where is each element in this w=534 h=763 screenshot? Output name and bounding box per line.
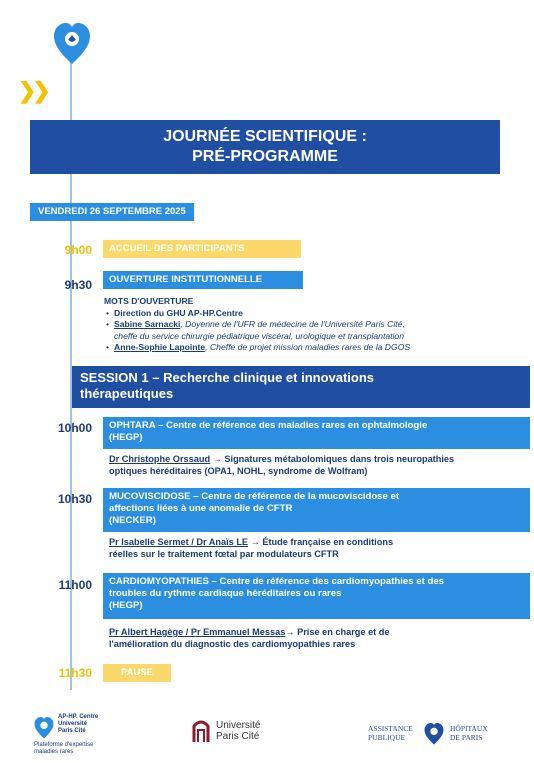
session-banner [72,366,530,408]
center-line: OPHTARA – Centre de référence des maladies rares en ophtalmologie [109,420,428,431]
mots-role: , Doyenne de l'UFR de médecine de l'Université Paris Cité, [180,319,405,329]
mots-name: Anne-Sophie Lapointe [114,342,206,352]
center-mucoviscidose [103,488,530,532]
accueil-tag: ACCUEIL DES PARTICIPANTS [103,240,301,258]
center-line: troubles du rythme cardiaque héréditaires ou rares [109,588,342,599]
talk-title: réelles sur le traitement fœtal par modulateurs CFTR [109,549,339,559]
ap-text: PUBLIQUE [368,733,406,742]
time-9h30: 9h30 [64,278,92,292]
aphp-text: maladies rares [34,749,74,755]
mots-role: , Cheffe de projet mission maladies rares de la DGOS [205,342,411,352]
talk-title: optiques héréditaires (OPA1, NOHL, syndrome de Wolfram) [109,466,368,476]
center-line: (HEGP) [109,432,143,443]
mots-item [114,308,524,320]
aphp-text: Paris Cité [58,728,86,734]
center-line: MUCOVISCIDOSE – Centre de référence de la mucoviscidose et [109,491,400,502]
center-line: CARDIOMYOPATHIES – Centre de référence des cardiomyopathies et des [109,576,444,587]
mots-name: Sabine Sarnacki [114,319,181,329]
talk-speaker: Pr Isabelle Sermet / Dr Anaïs LE [109,537,249,547]
mots-item [114,331,524,343]
pause-tag: PAUSE [103,664,171,682]
talk-title: → Étude française en conditions [248,537,394,547]
mots-item [114,342,524,354]
time-11h00: 11h00 [58,578,92,592]
session-line-2: thérapeutiques [80,386,174,401]
ouverture-tag: OUVERTURE INSTITUTIONNELLE [103,271,303,289]
aphp-text: AP-HP. Centre [58,714,99,720]
talk-speaker: Pr Albert Hagège / Pr Emmanuel Messas [109,627,286,637]
center-line: (NECKER) [109,515,156,526]
center-cardiomyopathies [103,573,530,619]
mots-ouverture [104,296,524,354]
date-badge: VENDREDI 26 SEPTEMBRE 2025 [30,203,194,221]
upc-text: Paris Cité [216,731,260,742]
talk-title: → Prise en charge et de [285,627,390,637]
time-10h30: 10h30 [57,492,92,506]
talk-2 [109,536,393,560]
mots-title: MOTS D'OUVERTURE [104,296,194,306]
time-11h30: 11h30 [58,666,92,680]
hp-text: DE PARIS [450,733,483,742]
time-10h00: 10h00 [57,421,92,435]
mots-role: cheffe du service chirurgie pédiatrique viscéral, urologique et transplantation [114,330,404,341]
page-title [30,120,500,174]
center-line: (HEGP) [109,600,143,611]
talk-title: → Signatures métabolomiques dans trois neuropathies [210,454,455,464]
aphp-text: Plateforme d'expertise [34,742,94,748]
ap-heart-icon [424,722,444,746]
mots-name: Direction du GHU AP-HP.Centre [114,307,243,318]
title-line-1: JOURNÉE SCIENTIFIQUE : [163,128,367,145]
talk-1 [109,453,454,477]
upc-text: Université [216,720,261,731]
chevron-icon: ❯❯ [18,78,47,103]
center-ophtara [103,417,530,449]
talk-title: l'amélioration du diagnostic des cardiomyopathies rares [109,639,356,649]
session-line-1: SESSION 1 – Recherche clinique et innovations [80,370,375,385]
aphp-text: Université [58,721,88,727]
hp-text: HÔPITAUX [450,724,488,733]
upc-emblem-icon [190,718,212,744]
title-line-2: PRÉ-PROGRAMME [192,148,338,165]
time-9h00: 9h00 [64,243,92,257]
aphp-heart-icon [34,716,54,740]
talk-speaker: Dr Christophe Orssaud [109,454,211,464]
talk-3 [109,626,390,650]
ap-text: ASSISTANCE [368,724,413,733]
heart-logo-icon [53,22,91,66]
mots-item [114,319,524,331]
center-line: affections liées à une anomalie de CFTR [109,503,293,514]
